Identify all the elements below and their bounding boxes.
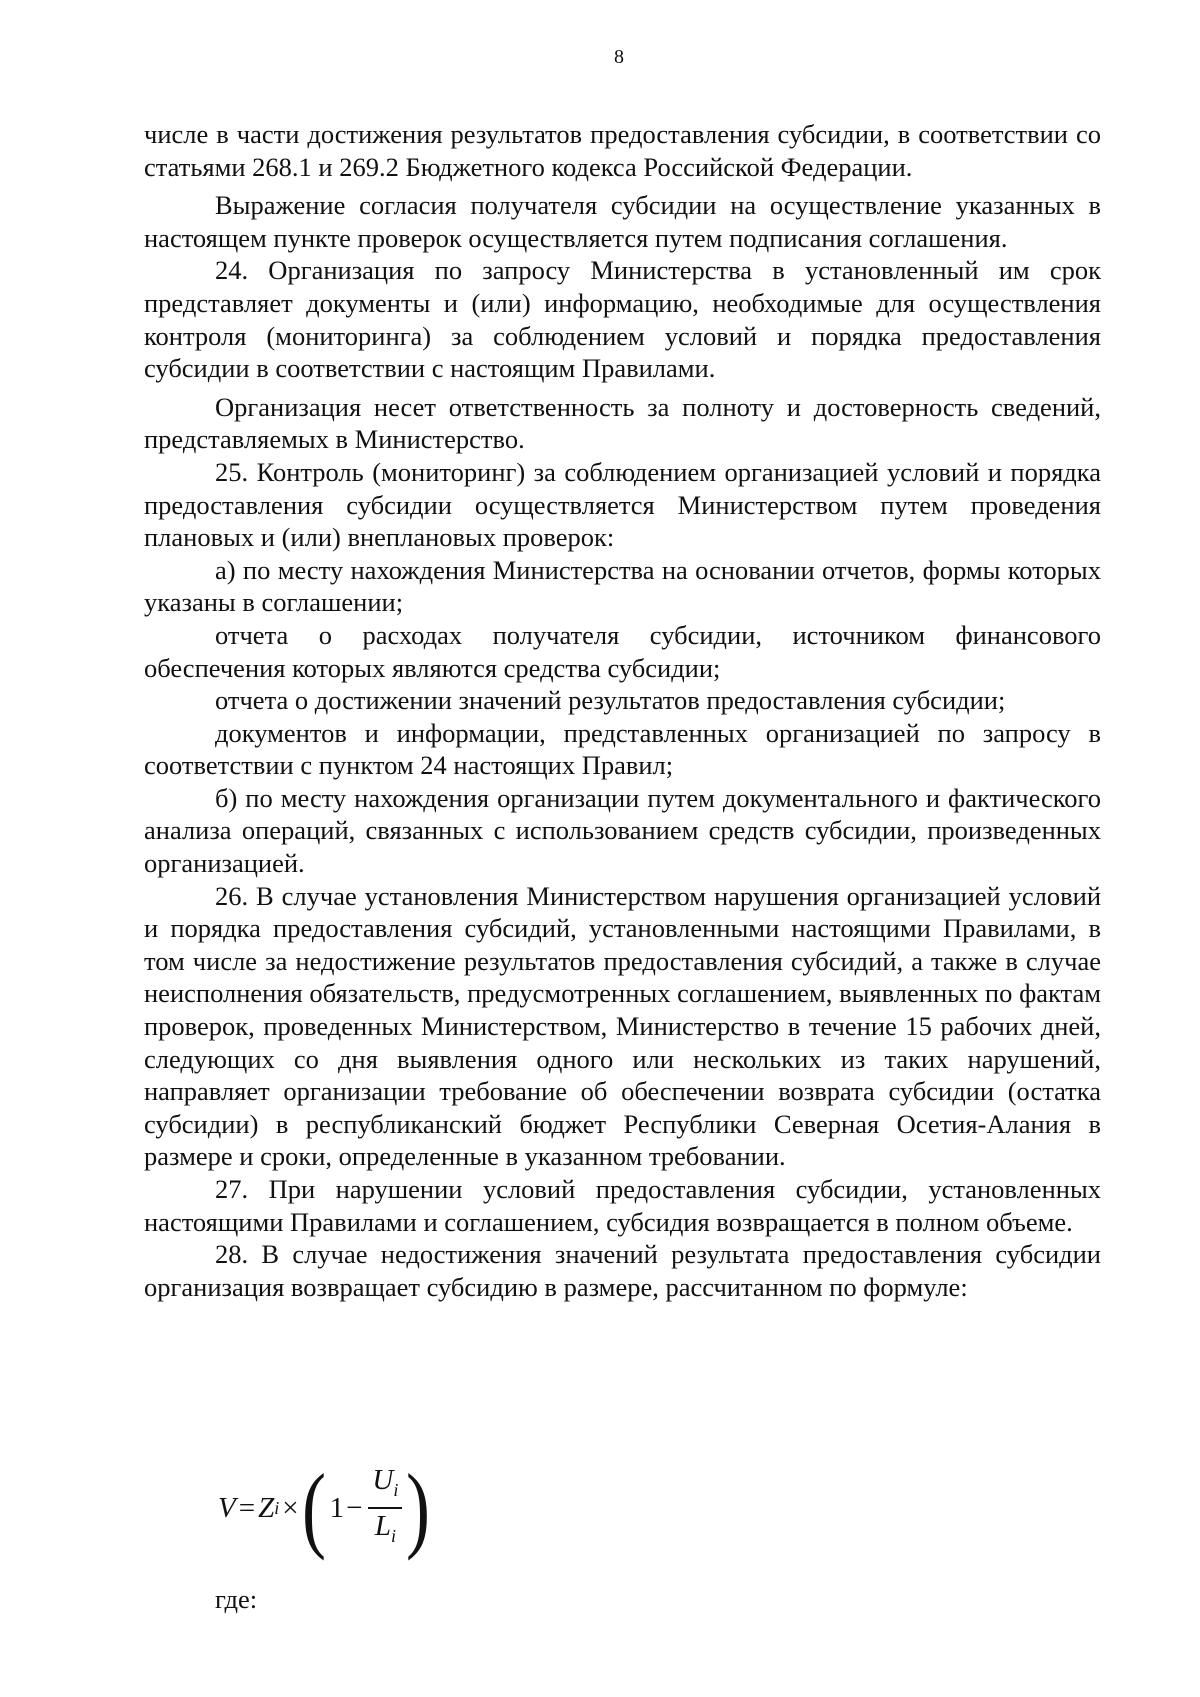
formula-close-paren: ) — [406, 1454, 431, 1561]
where-label: где: — [215, 1584, 258, 1614]
paragraph-25-a: а) по месту нахождения Министерства на основании отчетов, формы которых указаны в соглашении; — [144, 554, 1101, 618]
paragraph-documents: документов и информации, представленных организацией по запросу в соответствии с пунктом 24 настоящих Правил; — [144, 717, 1101, 781]
formula-v: V — [218, 1491, 236, 1524]
formula-open-paren: ( — [301, 1454, 326, 1561]
refund-formula — [218, 1454, 431, 1561]
formula-equals: = — [238, 1491, 256, 1524]
paragraph-consent: Выражение согласия получателя субсидии на осуществление указанных в настоящем пункте проверок осуществляется путем подписания соглашения. — [144, 190, 1101, 253]
formula-times: × — [282, 1491, 299, 1524]
paragraph-25-b: б) по месту нахождения организации путем документального и фактического анализа операций, связанных с использованием средств субсидии, произведенных организацией. — [144, 782, 1101, 879]
paragraph-responsibility: Организация несет ответственность за полноту и достоверность сведений, представляемых в Министерство. — [144, 391, 1101, 455]
formula-one: 1 — [329, 1491, 345, 1524]
formula-fraction — [368, 1463, 402, 1553]
paragraph-28: 28. В случае недостижения значений результата предоставления субсидии организация возвращает субсидию в размере, рассчитанном по формуле: — [144, 1239, 1101, 1302]
paragraph-26: 26. В случае установления Министерством нарушения организацией условий и порядка предоставления субсидий, установленными настоящими Правилами, в том числе за недостижение результатов предоставления субсидий, а также в случае неисполнения обязательств, предусмотренных соглашением, выявленных по фактам проверок, проведенных Министерством, Министерство в течение 15 рабочих дней, следующих со дня выявления одного или нескольких из таких нарушений, направляет организации требование об обеспечении возврата субсидии (остатка субсидии) в республиканский бюджет Республики Северная Осетия-Алания в размере и сроки, определенные в указанном требовании. — [144, 880, 1101, 1172]
paragraph-25: 25. Контроль (мониторинг) за соблюдением организацией условий и порядка предоставления субсидии осуществляется Министерством путем проведения плановых и (или) внеплановых проверок: — [144, 456, 1101, 553]
formula-minus: − — [346, 1491, 363, 1524]
formula-denominator: $L_i$ — [374, 1510, 396, 1546]
formula-z-sub: i — [274, 1497, 280, 1518]
paragraph-continuation: числе в части достижения результатов предоставления субсидии, в соответствии со статьями 268.1 и 269.2 Бюджетного кодекса Российской Федерации. — [144, 119, 1101, 182]
paragraph-results-report: отчета о достижении значений результатов предоставления субсидии; — [215, 685, 1006, 716]
paragraph-expense-report: отчета о расходах получателя субсидии, источником финансового обеспечения которых являются средства субсидии; — [144, 619, 1101, 683]
page-number: 8 — [614, 46, 624, 68]
formula-z: Z — [258, 1491, 275, 1524]
document-body — [144, 118, 1101, 1303]
paragraph-27: 27. При нарушении условий предоставления субсидии, установленных настоящими Правилами и соглашением, субсидия возвращается в полном объеме. — [144, 1174, 1101, 1237]
formula-numerator: $U_i$ — [372, 1464, 399, 1500]
paragraph-24: 24. Организация по запросу Министерства в установленный им срок представляет документы и (или) информацию, необходимые для осуществления контроля (мониторинга) за соблюдением условий и порядка предоставления субсидии в соответствии с настоящим Правилами. — [144, 255, 1101, 384]
